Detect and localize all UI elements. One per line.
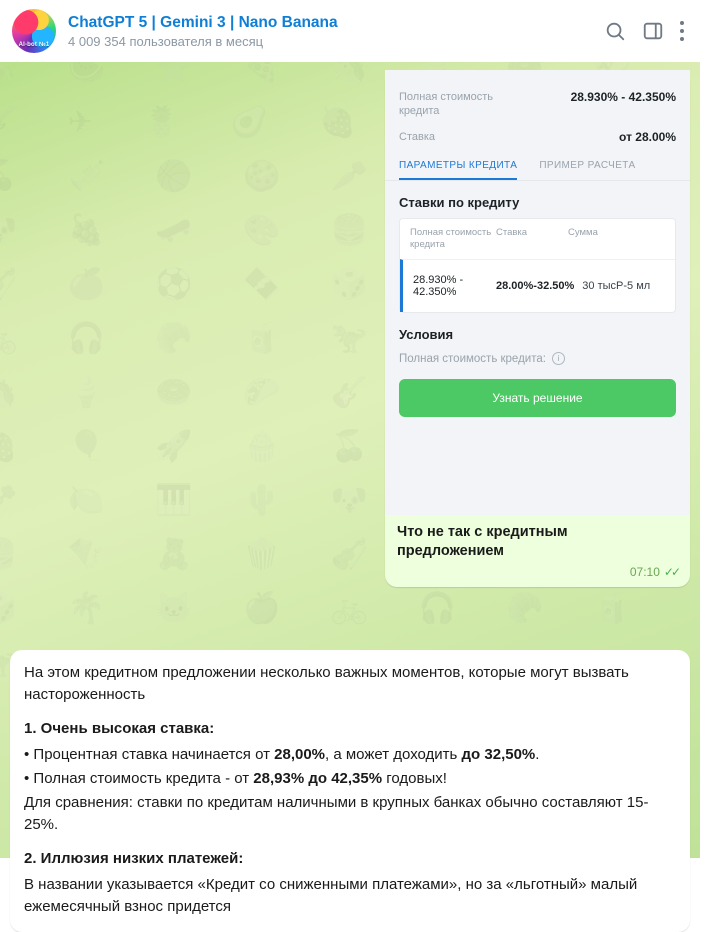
- info-icon[interactable]: i: [552, 352, 565, 365]
- column-header-rate: Ставка: [496, 227, 528, 238]
- answer-point1-note: Для сравнения: ставки по кредитам наличными в крупных банках обычно составляют 15-25%.: [24, 794, 649, 833]
- chat-subtitle: 4 009 354 пользователя в месяц: [68, 33, 264, 49]
- sidebar-toggle-icon[interactable]: [642, 20, 664, 42]
- summary-row: [399, 124, 676, 150]
- conditions-label: Полная стоимость кредита:: [399, 352, 546, 365]
- answer-intro: На этом кредитном предложении несколько важных моментов, которые могут вызвать настороженность: [24, 664, 629, 703]
- summary-value: 28.930% - 42.350%: [570, 90, 676, 104]
- rates-table-header: [400, 219, 675, 259]
- answer-point1-title: 1. Очень высокая ставка:: [24, 720, 215, 737]
- chat-title-block[interactable]: [68, 13, 604, 50]
- loan-summary: [385, 70, 690, 150]
- message-caption: Что не так с кредитным предложением: [397, 524, 568, 559]
- conditions-section-title: Условия: [399, 327, 454, 342]
- column-header-full-cost: Полная стоимость кредита: [410, 227, 492, 250]
- summary-label: Полная стоимость кредита: [399, 91, 494, 117]
- summary-value: от 28.00%: [619, 130, 676, 144]
- incoming-message-bubble[interactable]: [10, 650, 690, 932]
- summary-row: [399, 84, 676, 124]
- tab-calculation-example[interactable]: ПРИМЕР РАСЧЕТА: [539, 160, 636, 171]
- answer-point1-item: • Процентная ставка начинается от 28,00%, а может доходить до 32,50%.: [24, 746, 540, 763]
- rates-section-title: Ставки по кредиту: [399, 195, 520, 210]
- outgoing-message-bubble[interactable]: [385, 70, 690, 587]
- header-actions: [604, 20, 688, 42]
- answer-point2-text: В названии указывается «Кредит со сниженными платежами», но за «льготный» малый ежемесячный взнос придется: [24, 876, 638, 915]
- conditions-row: [385, 350, 690, 365]
- screenshot-tabs: [385, 150, 690, 181]
- avatar-badge: AI-bot №1: [18, 42, 50, 48]
- avatar[interactable]: [12, 9, 56, 53]
- search-icon[interactable]: [604, 20, 626, 42]
- more-options-icon[interactable]: [680, 21, 684, 41]
- message-meta: [385, 565, 690, 587]
- answer-point2-title: 2. Иллюзия низких платежей:: [24, 850, 244, 867]
- cell-full-cost: 28.930% - 42.350%: [413, 274, 464, 298]
- tab-loan-parameters[interactable]: ПАРАМЕТРЫ КРЕДИТА: [399, 160, 517, 180]
- cell-amount: 30 тысР-5 мл: [582, 280, 651, 292]
- column-header-amount: Сумма: [568, 227, 598, 238]
- answer-point1-item: • Полная стоимость кредита - от 28,93% до 42,35% годовых!: [24, 770, 447, 787]
- rates-table: [399, 218, 676, 313]
- get-decision-button[interactable]: Узнать решение: [399, 379, 676, 417]
- summary-label: Ставка: [399, 131, 435, 143]
- attached-screenshot[interactable]: [385, 70, 690, 515]
- read-status-icon: ✓✓: [663, 565, 678, 579]
- message-time: 07:10: [629, 565, 660, 579]
- chat-message-area: [0, 62, 700, 915]
- cell-rate: 28.00%-32.50%: [496, 280, 575, 292]
- table-row[interactable]: [400, 259, 675, 312]
- chat-header: [0, 0, 700, 62]
- chat-title: ChatGPT 5 | Gemini 3 | Nano Banana: [68, 13, 338, 31]
